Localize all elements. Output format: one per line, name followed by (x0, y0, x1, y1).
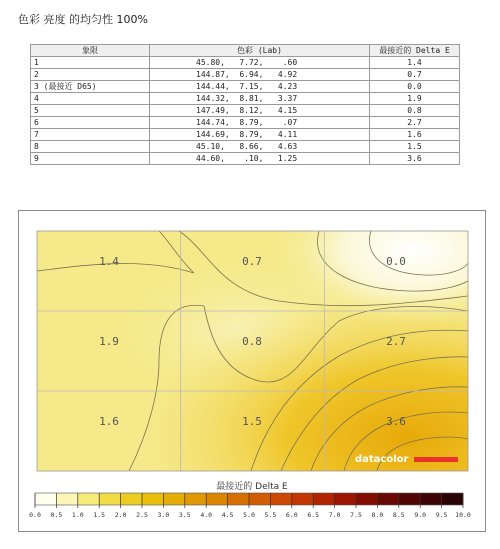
delta-e-cell: 2.7 (370, 117, 460, 129)
page-title: 色彩 亮度 的均匀性 100% (18, 13, 148, 26)
scale-swatch (163, 493, 185, 505)
header-lab: 色彩 (Lab) (150, 45, 370, 57)
scale-tick-label: 10.0 (455, 511, 471, 519)
lab-cell: 144.74, 8.79, .07 (150, 117, 370, 129)
scale-tick-label: 9.5 (435, 511, 448, 519)
quadrant-cell: 6 (31, 117, 150, 129)
table-row (31, 69, 460, 81)
scale-swatch (420, 493, 442, 505)
scale-tick-label: 0.5 (50, 511, 63, 519)
scale-tick-label: 3.0 (157, 511, 170, 519)
table-row (31, 117, 460, 129)
scale-tick-label: 4.0 (200, 511, 213, 519)
delta-e-cell: 1.5 (370, 141, 460, 153)
scale-swatch (292, 493, 314, 505)
header-quadrant: 象限 (31, 45, 150, 57)
color-scale-title: 最接近的 Delta E (216, 482, 288, 492)
delta-e-cell: 1.6 (370, 129, 460, 141)
scale-swatch (270, 493, 292, 505)
cell-label-8: 1.5 (242, 415, 262, 428)
lab-cell: 144.44, 7.15, 4.23 (150, 81, 370, 93)
table-row (31, 129, 460, 141)
scale-tick-label: 5.0 (243, 511, 255, 519)
scale-tick-label: 2.5 (136, 511, 148, 519)
table-row (31, 141, 460, 153)
delta-e-cell: 0.7 (370, 69, 460, 81)
scale-tick-label: 9.0 (414, 511, 427, 519)
lab-cell: 144.87, 6.94, 4.92 (150, 69, 370, 81)
table-row (31, 93, 460, 105)
table-row (31, 57, 460, 69)
scale-tick-label: 7.5 (350, 511, 362, 519)
scale-tick-label: 0.0 (29, 511, 41, 519)
scale-swatch (35, 493, 57, 505)
scale-tick-label: 6.5 (307, 511, 320, 519)
scale-tick-label: 3.5 (178, 511, 191, 519)
scale-tick-label: 7.0 (328, 511, 341, 519)
scale-swatch (99, 493, 121, 505)
svg-text:datacolor: datacolor (355, 454, 409, 465)
quadrant-cell: 7 (31, 129, 150, 141)
lab-cell: 147.49, 8.12, 4.15 (150, 105, 370, 117)
cell-label-6: 2.7 (386, 335, 406, 348)
quadrant-cell: 3 (最接近 D65) (31, 81, 150, 93)
scale-tick-label: 8.0 (371, 511, 384, 519)
table-row (31, 81, 460, 93)
heatmap-plot-area (37, 231, 468, 471)
header-delta-e: 最接近的 Delta E (370, 45, 460, 57)
scale-tick-label: 4.5 (221, 511, 234, 519)
delta-e-cell: 0.0 (370, 81, 460, 93)
scale-swatch (228, 493, 250, 505)
cell-label-4: 1.9 (99, 335, 119, 348)
scale-swatch (313, 493, 335, 505)
quadrant-cell: 1 (31, 57, 150, 69)
quadrant-cell: 4 (31, 93, 150, 105)
scale-swatch (142, 493, 164, 505)
table-row (31, 153, 460, 165)
cell-label-2: 0.7 (242, 255, 262, 268)
cell-label-3: 0.0 (386, 255, 406, 268)
lab-cell: 144.32, 8.81, 3.37 (150, 93, 370, 105)
quadrant-cell: 8 (31, 141, 150, 153)
scale-swatch (56, 493, 78, 505)
scale-swatch (442, 493, 464, 505)
cell-label-7: 1.6 (99, 415, 119, 428)
delta-e-cell: 1.9 (370, 93, 460, 105)
scale-tick-label: 2.0 (114, 511, 127, 519)
scale-tick-label: 1.5 (93, 511, 106, 519)
scale-swatch (377, 493, 399, 505)
scale-tick-label: 6.0 (285, 511, 298, 519)
scale-swatch (335, 493, 357, 505)
scale-tick-label: 1.0 (71, 511, 84, 519)
lab-cell: 144.69, 8.79, 4.11 (150, 129, 370, 141)
cell-label-5: 0.8 (242, 335, 262, 348)
scale-tick-label: 8.5 (392, 511, 405, 519)
scale-swatch (249, 493, 271, 505)
delta-e-cell: 0.8 (370, 105, 460, 117)
lab-cell: 45.10, 8.66, 4.63 (150, 141, 370, 153)
logo-bar (414, 457, 458, 462)
cell-label-9: 3.6 (386, 415, 406, 428)
scale-swatch (356, 493, 378, 505)
quadrant-cell: 9 (31, 153, 150, 165)
table-row (31, 105, 460, 117)
scale-swatch (185, 493, 207, 505)
cell-label-1: 1.4 (99, 255, 119, 268)
uniformity-heatmap (19, 211, 485, 531)
scale-swatch (399, 493, 421, 505)
scale-swatch (78, 493, 100, 505)
scale-swatch (206, 493, 228, 505)
lab-cell: 45.80, 7.72, .60 (150, 57, 370, 69)
scale-swatch (121, 493, 143, 505)
lab-cell: 44.60, .10, 1.25 (150, 153, 370, 165)
quadrant-cell: 5 (31, 105, 150, 117)
delta-e-cell: 1.4 (370, 57, 460, 69)
delta-e-cell: 3.6 (370, 153, 460, 165)
scale-tick-label: 5.5 (264, 511, 277, 519)
quadrant-cell: 2 (31, 69, 150, 81)
uniformity-heatmap-panel (18, 210, 486, 532)
uniformity-table (30, 44, 460, 165)
table-header-row (31, 45, 460, 57)
